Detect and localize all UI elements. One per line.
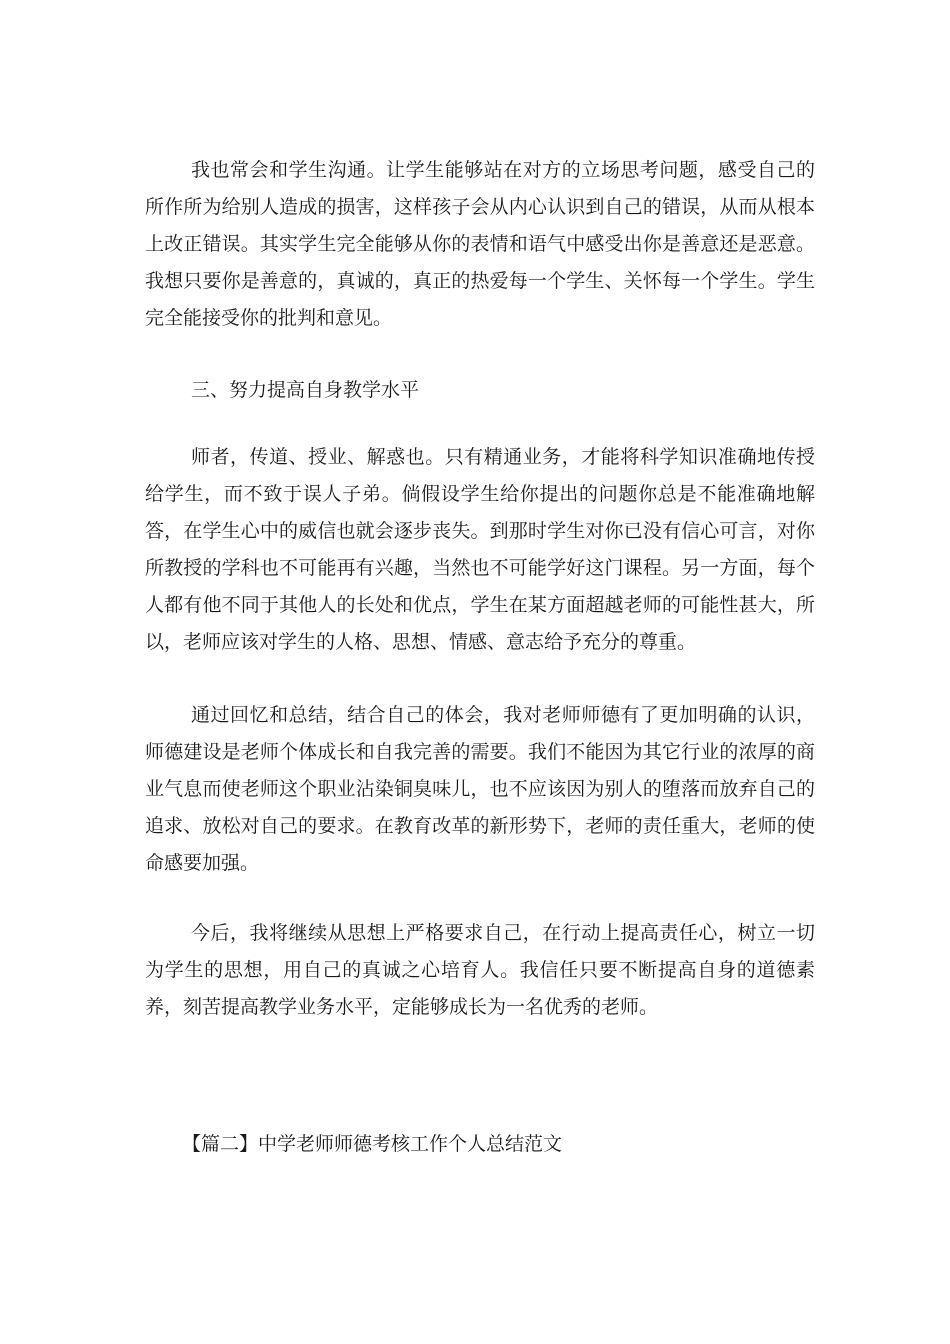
- body-paragraph: 师者，传道、授业、解惑也。只有精通业务，才能将科学知识准确地传授给学生，而不致于误人子弟。倘假设学生给你提出的问题你总是不能准确地解答，在学生心中的威信也就会逐步丧失。到那时学生对你已没有信心可言，对你所教授的学科也不可能再有兴趣，当然也不可能学好这门课程。另一方面，每个人都有他不同于其他人的长处和优点，学生在某方面超越老师的可能性甚大，所以，老师应该对学生的人格、思想、情感、意志给予充分的尊重。: [145, 446, 815, 653]
- section-heading: 三、努力提高自身教学水平: [191, 379, 420, 401]
- body-paragraph: 通过回忆和总结，结合自己的体会，我对老师师德有了更加明确的认识，师德建设是老师个体成长和自我完善的需要。我们不能因为其它行业的浓厚的商业气息而使老师这个职业沾染铜臭味儿，也不应该因为别人的堕落而放弃自己的追求、放松对自己的要求。在教育改革的新形势下，老师的责任重大，老师的使命感要加强。: [145, 704, 815, 874]
- article-title: 【篇二】中学老师师德考核工作个人总结范文: [182, 1133, 563, 1155]
- body-paragraph: 我也常会和学生沟通。让学生能够站在对方的立场思考问题，感受自己的所作所为给别人造成的损害，这样孩子会从内心认识到自己的错误，从而从根本上改正错误。其实学生完全能够从你的表情和语气中感受出你是善意还是恶意。我想只要你是善意的，真诚的，真正的热爱每一个学生、关怀每一个学生。学生完全能接受你的批判和意见。: [145, 159, 815, 329]
- body-paragraph: 今后，我将继续从思想上严格要求自己，在行动上提高责任心，树立一切为学生的思想，用自己的真诚之心培育人。我信任只要不断提高自身的道德素养，刻苦提高教学业务水平，定能够成长为一名优秀的老师。: [145, 922, 815, 1018]
